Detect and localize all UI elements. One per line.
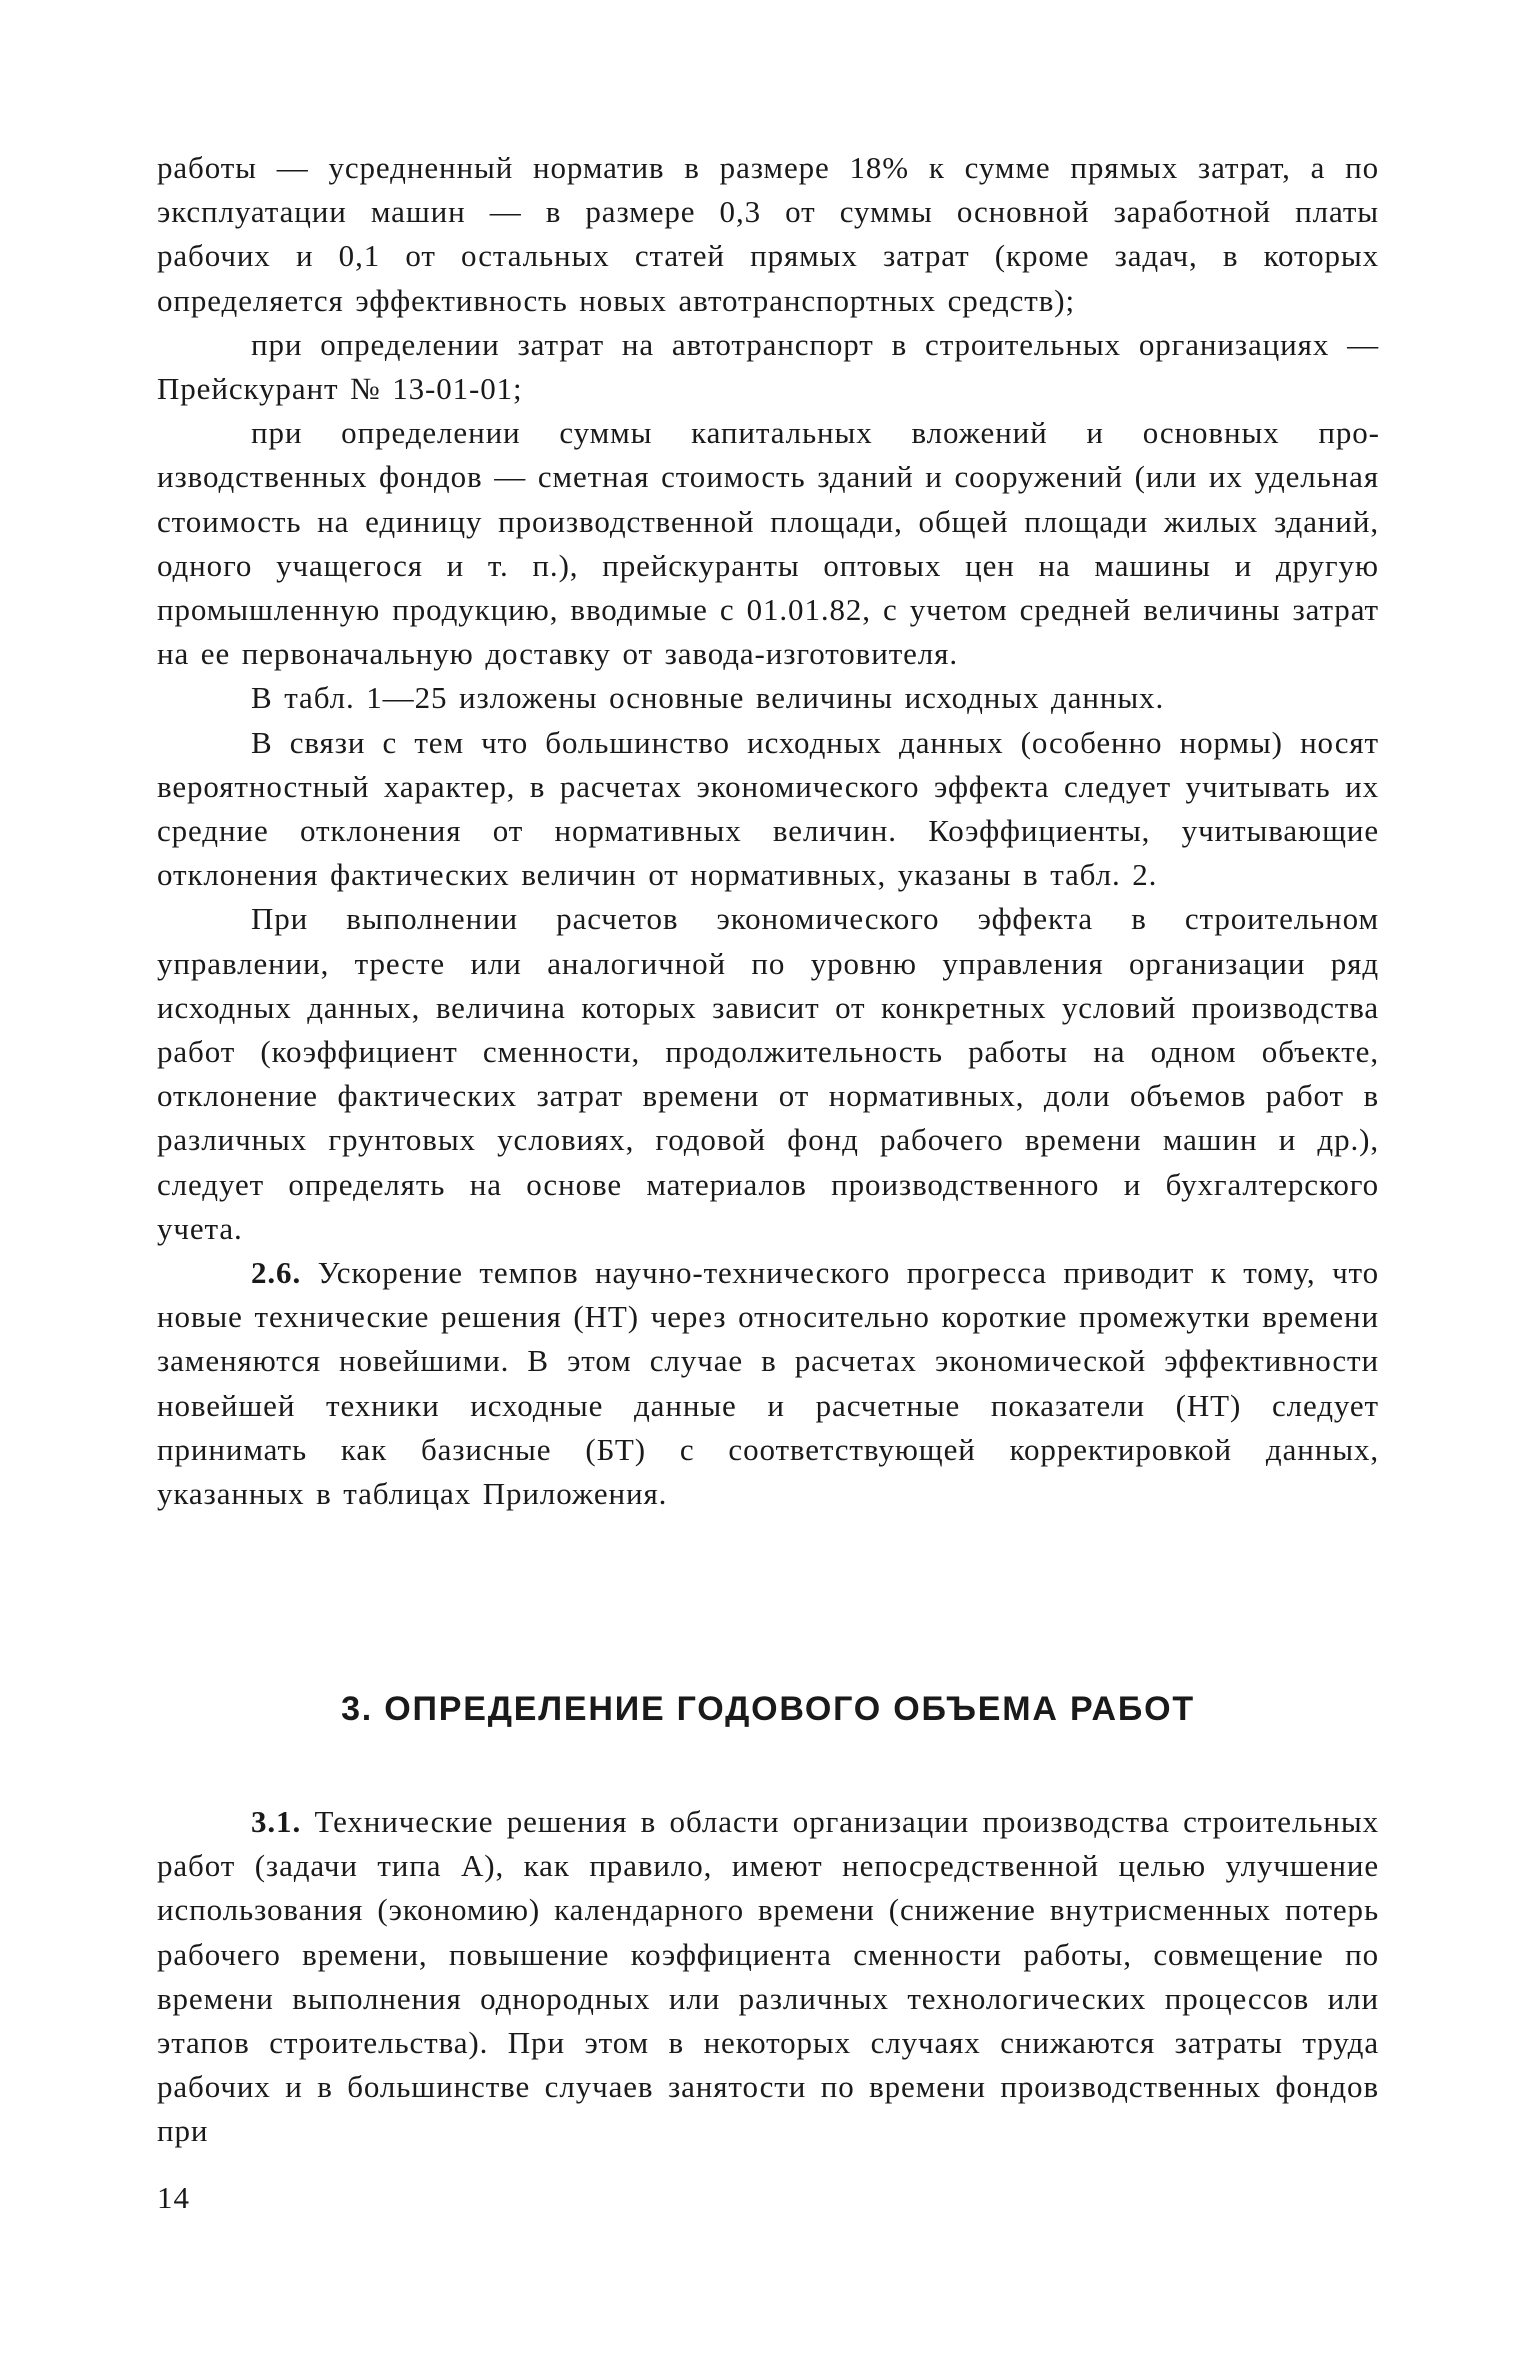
section-number: 2.6. — [251, 1255, 302, 1291]
paragraph-section-3-1 — [157, 1800, 1379, 2154]
body-text — [157, 146, 1379, 1516]
paragraph-probabilistic-nature: В связи с тем что большинство исходных данных (особенно нормы) носят вероятностный характер, в расчетах экономического эффекта следует учитывать их средние отклонения от нормативных величин. Коэффициенты, учитывающие отклонения фактических величин от нормативных, указаны в табл. 2. — [157, 724, 1379, 893]
page-number: 14 — [157, 2180, 190, 2215]
paragraph-calculation-conditions: При выполнении расчетов экономического эффекта в строительном управлении, тресте или аналогичной по уровню управления организации ряд исходных данных, величина которых зависит от конкретных условий производства работ (коэффициент сменности, продолжительность работы на одном объекте, отклонение фактических затрат времени от нормативных, доли объемов работ в различных грунтовых условиях, годовой фонд рабочего времени машин и др.), следует определять на основе материалов производственного и бухгалтерского учета. — [157, 901, 1379, 1246]
section-text: Ускорение темпов научно-технического прогресса приводит к тому, что новые технические решения (НТ) через относительно короткие промежутки времени заменяются новейшими. В этом случае в расчетах экономической эффективности новейшей техники исходные данные и расчетные показатели (НТ) следует принимать как базисные (БТ) с соответствующей корректировкой данных, указанных в таблицах Приложения. — [157, 1255, 1379, 1512]
section-number: 3.1. — [251, 1804, 302, 1839]
paragraph-tables-reference: В табл. 1—25 изложены основные величины исходных данных. — [251, 680, 1165, 716]
paragraph-norms: работы — усредненный норматив в размере 18% к сумме прямых затрат, а по эксплуатации машин — в размере 0,3 от суммы основной заработной платы рабочих и 0,1 от остальных статей прямых затрат (кроме задач, в которых определяется эффективность новых автотранспортных средств); — [157, 150, 1379, 318]
section-3-text — [157, 1800, 1379, 2154]
paragraph-transport-costs: при определении затрат на автотранспорт в строительных организациях — Прейскурант № 13-01-01; — [157, 326, 1379, 407]
paragraph-capital-investments: при определении суммы капитальных вложений и основных производственных фондов — сметная стоимость зданий и сооружений (или их удельная стоимость на единицу производственной площади, общей площади жилых зданий, одного учащегося и т. п.), прейскуранты оптовых цен на машины и другую промышленную продукцию, вводимые с 01.01.82, с учетом средней величины затрат на ее первоначальную доставку от завода-изготовителя. — [157, 415, 1379, 672]
section-heading: 3. ОПРЕДЕЛЕНИЕ ГОДОВОГО ОБЪЕМА РАБОТ — [341, 1690, 1195, 1728]
section-text: Технические решения в области организации производства строительных работ (задачи типа А), как правило, имеют непосредственной целью улучшение использования (экономию) календарного времени (снижение внутрисменных потерь рабочего времени, повышение коэффициента сменности работы, совмещение по времени выполнения однородных или различных технологических процессов или этапов строительства). При этом в некоторых случаях снижаются затраты труда рабочих и в большинстве случаев занятости по времени производственных фондов при — [157, 1804, 1379, 2149]
paragraph-section-2-6 — [157, 1251, 1379, 1516]
